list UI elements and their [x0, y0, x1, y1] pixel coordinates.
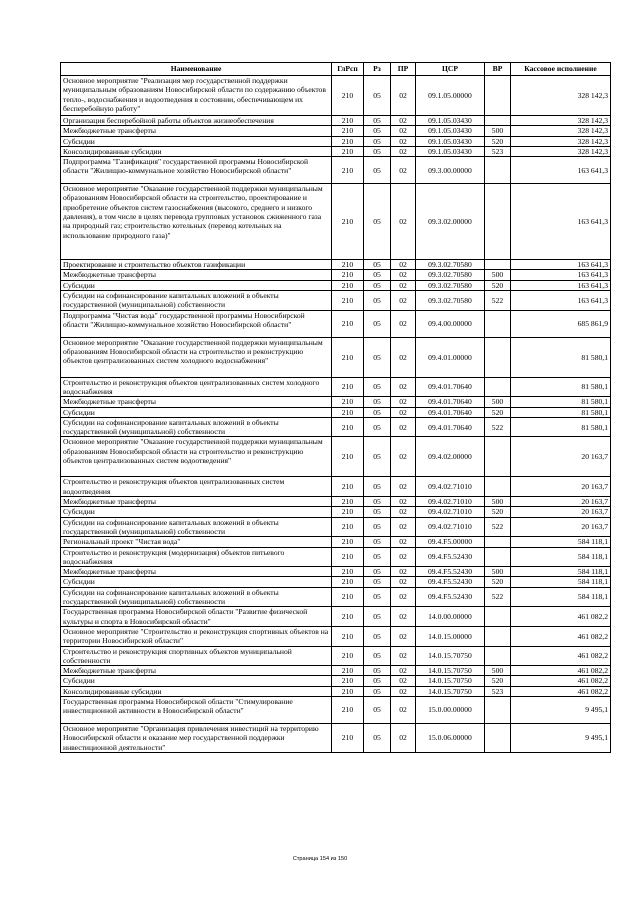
table-row: [61, 397, 611, 407]
row-vr-cell: [485, 310, 511, 337]
row-glrsp-cell: 210: [332, 280, 364, 290]
row-vr-cell: [485, 547, 511, 567]
row-pr-cell: 02: [391, 184, 416, 260]
row-name-cell: Строительство и реконструкция (модернизация) объектов питьевого водоснабжения: [61, 547, 332, 567]
row-name-cell: Субсидии: [61, 507, 332, 517]
row-kass-cell: 163 641,3: [511, 157, 611, 184]
row-csr-cell: 09.4.F5.52430: [416, 587, 485, 607]
row-pr-cell: 02: [391, 626, 416, 646]
row-pr-cell: 02: [391, 537, 416, 547]
row-rz-cell: 05: [364, 696, 391, 723]
table-row: [61, 537, 611, 547]
table-row: [61, 116, 611, 126]
row-glrsp-cell: 210: [332, 397, 364, 407]
row-glrsp-cell: 210: [332, 437, 364, 477]
row-pr-cell: 02: [391, 337, 416, 377]
table-row: [61, 567, 611, 577]
row-name-cell: Основное мероприятие "Организация привлечения инвестиций на территорию Новосибирской области и оказание мер государственной поддержки инвестиционной деятельности": [61, 723, 332, 752]
row-csr-cell: 09.4.F5.52430: [416, 567, 485, 577]
row-vr-cell: [485, 116, 511, 126]
row-kass-cell: 328 142,3: [511, 126, 611, 136]
row-name-cell: Субсидии: [61, 407, 332, 417]
row-pr-cell: 02: [391, 646, 416, 666]
row-pr-cell: 02: [391, 126, 416, 136]
row-glrsp-cell: 210: [332, 116, 364, 126]
row-csr-cell: 09.4.02.71010: [416, 517, 485, 537]
row-vr-cell: [485, 607, 511, 627]
row-glrsp-cell: 210: [332, 76, 364, 116]
table-row: [61, 587, 611, 607]
row-rz-cell: 05: [364, 184, 391, 260]
table-row: [61, 76, 611, 116]
row-name-cell: Субсидии: [61, 280, 332, 290]
row-csr-cell: 14.0.15.70750: [416, 646, 485, 666]
row-kass-cell: 328 142,3: [511, 76, 611, 116]
row-pr-cell: 02: [391, 497, 416, 507]
row-vr-cell: 520: [485, 676, 511, 686]
row-vr-cell: 500: [485, 397, 511, 407]
row-rz-cell: 05: [364, 437, 391, 477]
row-name-cell: Консолидированные субсидии: [61, 686, 332, 696]
row-pr-cell: 02: [391, 291, 416, 311]
row-rz-cell: 05: [364, 280, 391, 290]
row-vr-cell: [485, 537, 511, 547]
row-csr-cell: 09.3.02.70580: [416, 291, 485, 311]
row-csr-cell: 14.0.15.70750: [416, 686, 485, 696]
row-rz-cell: 05: [364, 477, 391, 497]
table-row: [61, 646, 611, 666]
row-glrsp-cell: 210: [332, 146, 364, 156]
row-kass-cell: 584 118,1: [511, 537, 611, 547]
row-csr-cell: 09.1.05.03430: [416, 136, 485, 146]
row-pr-cell: 02: [391, 76, 416, 116]
row-glrsp-cell: 210: [332, 310, 364, 337]
row-csr-cell: 09.3.02.70580: [416, 260, 485, 270]
row-kass-cell: 9 495,1: [511, 723, 611, 752]
row-csr-cell: 09.1.05.03430: [416, 146, 485, 156]
row-pr-cell: 02: [391, 146, 416, 156]
row-name-cell: Строительство и реконструкция объектов централизованных систем холодного водоснабжения: [61, 377, 332, 397]
row-name-cell: Проектирование и строительство объектов газификации: [61, 260, 332, 270]
row-kass-cell: 685 861,9: [511, 310, 611, 337]
row-vr-cell: [485, 723, 511, 752]
row-rz-cell: 05: [364, 686, 391, 696]
row-glrsp-cell: 210: [332, 497, 364, 507]
row-csr-cell: 14.0.00.00000: [416, 607, 485, 627]
row-vr-cell: [485, 477, 511, 497]
row-kass-cell: 20 163,7: [511, 437, 611, 477]
row-name-cell: Межбюджетные трансферты: [61, 270, 332, 280]
row-glrsp-cell: 210: [332, 696, 364, 723]
row-csr-cell: 09.4.00.00000: [416, 310, 485, 337]
row-kass-cell: 163 641,3: [511, 270, 611, 280]
row-pr-cell: 02: [391, 607, 416, 627]
row-name-cell: Государственная программа Новосибирской области "Развитие физической культуры и спорта в Новосибирской области": [61, 607, 332, 627]
row-name-cell: Консолидированные субсидии: [61, 146, 332, 156]
row-glrsp-cell: 210: [332, 184, 364, 260]
header-glrsp: ГлРсп: [332, 63, 364, 76]
row-kass-cell: 461 082,2: [511, 676, 611, 686]
row-glrsp-cell: 210: [332, 337, 364, 377]
row-name-cell: Организация бесперебойной работы объектов жизнеобеспечения: [61, 116, 332, 126]
page-number: Страница 154 из 150: [292, 856, 348, 862]
row-vr-cell: 500: [485, 567, 511, 577]
row-vr-cell: [485, 260, 511, 270]
row-csr-cell: 09.4.F5.52430: [416, 547, 485, 567]
row-pr-cell: 02: [391, 676, 416, 686]
row-kass-cell: 9 495,1: [511, 696, 611, 723]
row-glrsp-cell: 210: [332, 567, 364, 577]
row-kass-cell: 461 082,2: [511, 607, 611, 627]
row-kass-cell: 81 580,1: [511, 397, 611, 407]
table-row: [61, 686, 611, 696]
row-csr-cell: 14.0.15.70750: [416, 676, 485, 686]
row-vr-cell: 520: [485, 407, 511, 417]
row-csr-cell: 09.4.01.70640: [416, 417, 485, 437]
table-row: [61, 280, 611, 290]
row-pr-cell: 02: [391, 666, 416, 676]
row-kass-cell: 328 142,3: [511, 136, 611, 146]
row-name-cell: Субсидии на софинансирование капитальных вложений в объекты государственной (муниципальной) собственности: [61, 291, 332, 311]
table-row: [61, 547, 611, 567]
row-kass-cell: 584 118,1: [511, 587, 611, 607]
row-vr-cell: [485, 157, 511, 184]
row-glrsp-cell: 210: [332, 577, 364, 587]
table-row: [61, 477, 611, 497]
row-rz-cell: 05: [364, 676, 391, 686]
row-vr-cell: [485, 337, 511, 377]
row-pr-cell: 02: [391, 587, 416, 607]
row-pr-cell: 02: [391, 397, 416, 407]
row-glrsp-cell: 210: [332, 626, 364, 646]
row-pr-cell: 02: [391, 270, 416, 280]
row-name-cell: Субсидии на софинансирование капитальных вложений в объекты государственной (муниципальной) собственности: [61, 417, 332, 437]
row-kass-cell: 584 118,1: [511, 567, 611, 577]
table-row: [61, 184, 611, 260]
row-csr-cell: 09.3.00.00000: [416, 157, 485, 184]
row-pr-cell: 02: [391, 686, 416, 696]
row-vr-cell: 500: [485, 666, 511, 676]
row-vr-cell: [485, 646, 511, 666]
row-csr-cell: 09.4.F5.52430: [416, 577, 485, 587]
row-pr-cell: 02: [391, 260, 416, 270]
row-csr-cell: 09.4.01.70640: [416, 397, 485, 407]
row-rz-cell: 05: [364, 310, 391, 337]
row-glrsp-cell: 210: [332, 136, 364, 146]
table-row: [61, 676, 611, 686]
row-rz-cell: 05: [364, 126, 391, 136]
row-rz-cell: 05: [364, 337, 391, 377]
row-kass-cell: 584 118,1: [511, 577, 611, 587]
row-name-cell: Межбюджетные трансферты: [61, 567, 332, 577]
row-rz-cell: 05: [364, 260, 391, 270]
row-glrsp-cell: 210: [332, 686, 364, 696]
row-vr-cell: 522: [485, 587, 511, 607]
row-rz-cell: 05: [364, 587, 391, 607]
row-kass-cell: 20 163,7: [511, 477, 611, 497]
row-kass-cell: 81 580,1: [511, 417, 611, 437]
table-row: [61, 337, 611, 377]
row-pr-cell: 02: [391, 136, 416, 146]
row-vr-cell: 520: [485, 280, 511, 290]
row-glrsp-cell: 210: [332, 291, 364, 311]
row-rz-cell: 05: [364, 377, 391, 397]
row-rz-cell: 05: [364, 417, 391, 437]
row-name-cell: Субсидии: [61, 577, 332, 587]
table-row: [61, 696, 611, 723]
row-csr-cell: 15.0.06.00000: [416, 723, 485, 752]
row-csr-cell: 15.0.00.00000: [416, 696, 485, 723]
table-row: [61, 136, 611, 146]
header-vr: ВР: [485, 63, 511, 76]
row-glrsp-cell: 210: [332, 547, 364, 567]
row-kass-cell: 20 163,7: [511, 517, 611, 537]
table-row: [61, 666, 611, 676]
row-kass-cell: 163 641,3: [511, 260, 611, 270]
row-csr-cell: 09.4.02.71010: [416, 497, 485, 507]
row-kass-cell: 163 641,3: [511, 280, 611, 290]
row-name-cell: Основное мероприятие "Оказание государственной поддержки муниципальным образованиям Новосибирской области на строительство и реконструкцию объектов централизованных систем водоотведения": [61, 437, 332, 477]
row-glrsp-cell: 210: [332, 646, 364, 666]
row-vr-cell: [485, 696, 511, 723]
row-vr-cell: 500: [485, 126, 511, 136]
row-pr-cell: 02: [391, 157, 416, 184]
table-row: [61, 146, 611, 156]
row-csr-cell: 14.0.15.70750: [416, 666, 485, 676]
row-glrsp-cell: 210: [332, 477, 364, 497]
row-name-cell: Межбюджетные трансферты: [61, 126, 332, 136]
row-rz-cell: 05: [364, 547, 391, 567]
table-row: [61, 407, 611, 417]
row-pr-cell: 02: [391, 280, 416, 290]
row-kass-cell: 461 082,2: [511, 646, 611, 666]
row-name-cell: Региональный проект "Чистая вода": [61, 537, 332, 547]
budget-table: [60, 62, 611, 753]
row-pr-cell: 02: [391, 116, 416, 126]
row-kass-cell: 163 641,3: [511, 291, 611, 311]
table-row: [61, 291, 611, 311]
row-vr-cell: 522: [485, 291, 511, 311]
row-vr-cell: [485, 626, 511, 646]
row-pr-cell: 02: [391, 507, 416, 517]
row-vr-cell: [485, 184, 511, 260]
table-body: [61, 76, 611, 753]
row-name-cell: Субсидии: [61, 676, 332, 686]
table-row: [61, 626, 611, 646]
table-row: [61, 126, 611, 136]
row-rz-cell: 05: [364, 407, 391, 417]
row-name-cell: Строительство и реконструкция спортивных объектов муниципальной собственности: [61, 646, 332, 666]
table-row: [61, 310, 611, 337]
row-vr-cell: 520: [485, 136, 511, 146]
row-name-cell: Подпрограмма "Чистая вода" государственной программы Новосибирской области "Жилищно-коммунальное хозяйство Новосибирской области": [61, 310, 332, 337]
row-vr-cell: 520: [485, 507, 511, 517]
row-csr-cell: 09.3.02.70580: [416, 270, 485, 280]
row-glrsp-cell: 210: [332, 517, 364, 537]
row-csr-cell: 09.4.02.00000: [416, 437, 485, 477]
table-row: [61, 260, 611, 270]
table-header: [61, 63, 611, 76]
row-kass-cell: 328 142,3: [511, 146, 611, 156]
row-vr-cell: 520: [485, 577, 511, 587]
row-kass-cell: 461 082,2: [511, 666, 611, 676]
row-glrsp-cell: 210: [332, 507, 364, 517]
table-row: [61, 607, 611, 627]
row-rz-cell: 05: [364, 626, 391, 646]
row-csr-cell: 09.4.01.70640: [416, 407, 485, 417]
table-row: [61, 507, 611, 517]
row-name-cell: Субсидии на софинансирование капитальных вложений в объекты государственной (муниципальной) собственности: [61, 517, 332, 537]
row-vr-cell: 500: [485, 497, 511, 507]
row-rz-cell: 05: [364, 537, 391, 547]
row-name-cell: Субсидии: [61, 136, 332, 146]
row-csr-cell: 09.4.02.71010: [416, 477, 485, 497]
row-glrsp-cell: 210: [332, 377, 364, 397]
row-name-cell: Основное мероприятие "Оказание государственной поддержки муниципальным образованиям Новосибирской области на строительство, проектирование и приобретение объектов систем газоснабжения (высокого, среднего и низкого давления), в том числе в целях перевода групповых установок сжиженного газа на природный газ; строительство котельных (перевод котельных на использование природного газа)": [61, 184, 332, 260]
row-glrsp-cell: 210: [332, 270, 364, 280]
row-rz-cell: 05: [364, 116, 391, 126]
row-csr-cell: 09.1.05.03430: [416, 116, 485, 126]
row-name-cell: Основное мероприятие "Реализация мер государственной поддержки муниципальным образованиям Новосибирской области по содержанию объектов тепло-, водоснабжения и водоотведения в состоянии, обеспечивающем их бесперебойную работу": [61, 76, 332, 116]
row-pr-cell: 02: [391, 437, 416, 477]
row-csr-cell: 09.4.02.71010: [416, 507, 485, 517]
row-kass-cell: 461 082,2: [511, 686, 611, 696]
table-row: [61, 517, 611, 537]
row-rz-cell: 05: [364, 517, 391, 537]
row-glrsp-cell: 210: [332, 723, 364, 752]
row-glrsp-cell: 210: [332, 260, 364, 270]
row-name-cell: Подпрограмма "Газификация" государственной программы Новосибирской области "Жилищно-коммунальное хозяйство Новосибирской области": [61, 157, 332, 184]
row-name-cell: Основное мероприятие "Оказание государственной поддержки муниципальным образованиям Новосибирской области на строительство и реконструкцию объектов централизованных систем холодного водоснабжения": [61, 337, 332, 377]
row-csr-cell: 09.3.02.70580: [416, 280, 485, 290]
row-rz-cell: 05: [364, 497, 391, 507]
row-csr-cell: 09.4.F5.00000: [416, 537, 485, 547]
row-pr-cell: 02: [391, 477, 416, 497]
row-kass-cell: 163 641,3: [511, 184, 611, 260]
row-pr-cell: 02: [391, 547, 416, 567]
row-csr-cell: 14.0.15.00000: [416, 626, 485, 646]
row-kass-cell: 461 082,2: [511, 626, 611, 646]
row-vr-cell: 523: [485, 146, 511, 156]
header-csr: ЦСР: [416, 63, 485, 76]
table-row: [61, 417, 611, 437]
row-vr-cell: [485, 377, 511, 397]
row-kass-cell: 328 142,3: [511, 116, 611, 126]
row-glrsp-cell: 210: [332, 157, 364, 184]
row-csr-cell: 09.1.05.03430: [416, 126, 485, 136]
row-rz-cell: 05: [364, 646, 391, 666]
row-rz-cell: 05: [364, 567, 391, 577]
row-glrsp-cell: 210: [332, 407, 364, 417]
row-pr-cell: 02: [391, 407, 416, 417]
row-vr-cell: 523: [485, 686, 511, 696]
header-kass: Кассовое исполнение: [511, 63, 611, 76]
row-pr-cell: 02: [391, 567, 416, 577]
row-kass-cell: 81 580,1: [511, 407, 611, 417]
row-glrsp-cell: 210: [332, 417, 364, 437]
table-row: [61, 497, 611, 507]
row-pr-cell: 02: [391, 517, 416, 537]
row-glrsp-cell: 210: [332, 537, 364, 547]
row-kass-cell: 81 580,1: [511, 377, 611, 397]
row-pr-cell: 02: [391, 723, 416, 752]
header-pr: ПР: [391, 63, 416, 76]
row-vr-cell: [485, 76, 511, 116]
header-row: [61, 63, 611, 76]
row-rz-cell: 05: [364, 136, 391, 146]
table-row: [61, 157, 611, 184]
row-rz-cell: 05: [364, 577, 391, 587]
header-name: Наименование: [61, 63, 332, 76]
row-glrsp-cell: 210: [332, 607, 364, 627]
row-glrsp-cell: 210: [332, 126, 364, 136]
table-row: [61, 577, 611, 587]
row-name-cell: Государственная программа Новосибирской области "Стимулирование инвестиционной активности в Новосибирской области": [61, 696, 332, 723]
row-name-cell: Межбюджетные трансферты: [61, 666, 332, 676]
row-vr-cell: 522: [485, 517, 511, 537]
row-kass-cell: 584 118,1: [511, 547, 611, 567]
row-pr-cell: 02: [391, 577, 416, 587]
row-rz-cell: 05: [364, 270, 391, 280]
row-vr-cell: 500: [485, 270, 511, 280]
row-rz-cell: 05: [364, 291, 391, 311]
row-rz-cell: 05: [364, 607, 391, 627]
row-csr-cell: 09.4.01.00000: [416, 337, 485, 377]
row-pr-cell: 02: [391, 310, 416, 337]
row-kass-cell: 81 580,1: [511, 337, 611, 377]
row-glrsp-cell: 210: [332, 676, 364, 686]
row-rz-cell: 05: [364, 397, 391, 407]
row-rz-cell: 05: [364, 146, 391, 156]
table-row: [61, 377, 611, 397]
row-name-cell: Основное мероприятие "Строительство и реконструкция спортивных объектов на территории Новосибирской области": [61, 626, 332, 646]
row-name-cell: Строительство и реконструкция объектов централизованных систем водоотведения: [61, 477, 332, 497]
table-row: [61, 723, 611, 752]
row-rz-cell: 05: [364, 76, 391, 116]
row-kass-cell: 20 163,7: [511, 497, 611, 507]
row-rz-cell: 05: [364, 507, 391, 517]
row-csr-cell: 09.4.01.70640: [416, 377, 485, 397]
row-name-cell: Межбюджетные трансферты: [61, 497, 332, 507]
row-name-cell: Субсидии на софинансирование капитальных вложений в объекты государственной (муниципальной) собственности: [61, 587, 332, 607]
row-rz-cell: 05: [364, 723, 391, 752]
row-kass-cell: 20 163,7: [511, 507, 611, 517]
row-rz-cell: 05: [364, 157, 391, 184]
row-csr-cell: 09.1.05.00000: [416, 76, 485, 116]
row-glrsp-cell: 210: [332, 666, 364, 676]
row-csr-cell: 09.3.02.00000: [416, 184, 485, 260]
row-pr-cell: 02: [391, 696, 416, 723]
table-row: [61, 270, 611, 280]
table-row: [61, 437, 611, 477]
row-rz-cell: 05: [364, 666, 391, 676]
row-pr-cell: 02: [391, 417, 416, 437]
row-pr-cell: 02: [391, 377, 416, 397]
header-rz: Рз: [364, 63, 391, 76]
row-vr-cell: [485, 437, 511, 477]
row-glrsp-cell: 210: [332, 587, 364, 607]
row-name-cell: Межбюджетные трансферты: [61, 397, 332, 407]
row-vr-cell: 522: [485, 417, 511, 437]
